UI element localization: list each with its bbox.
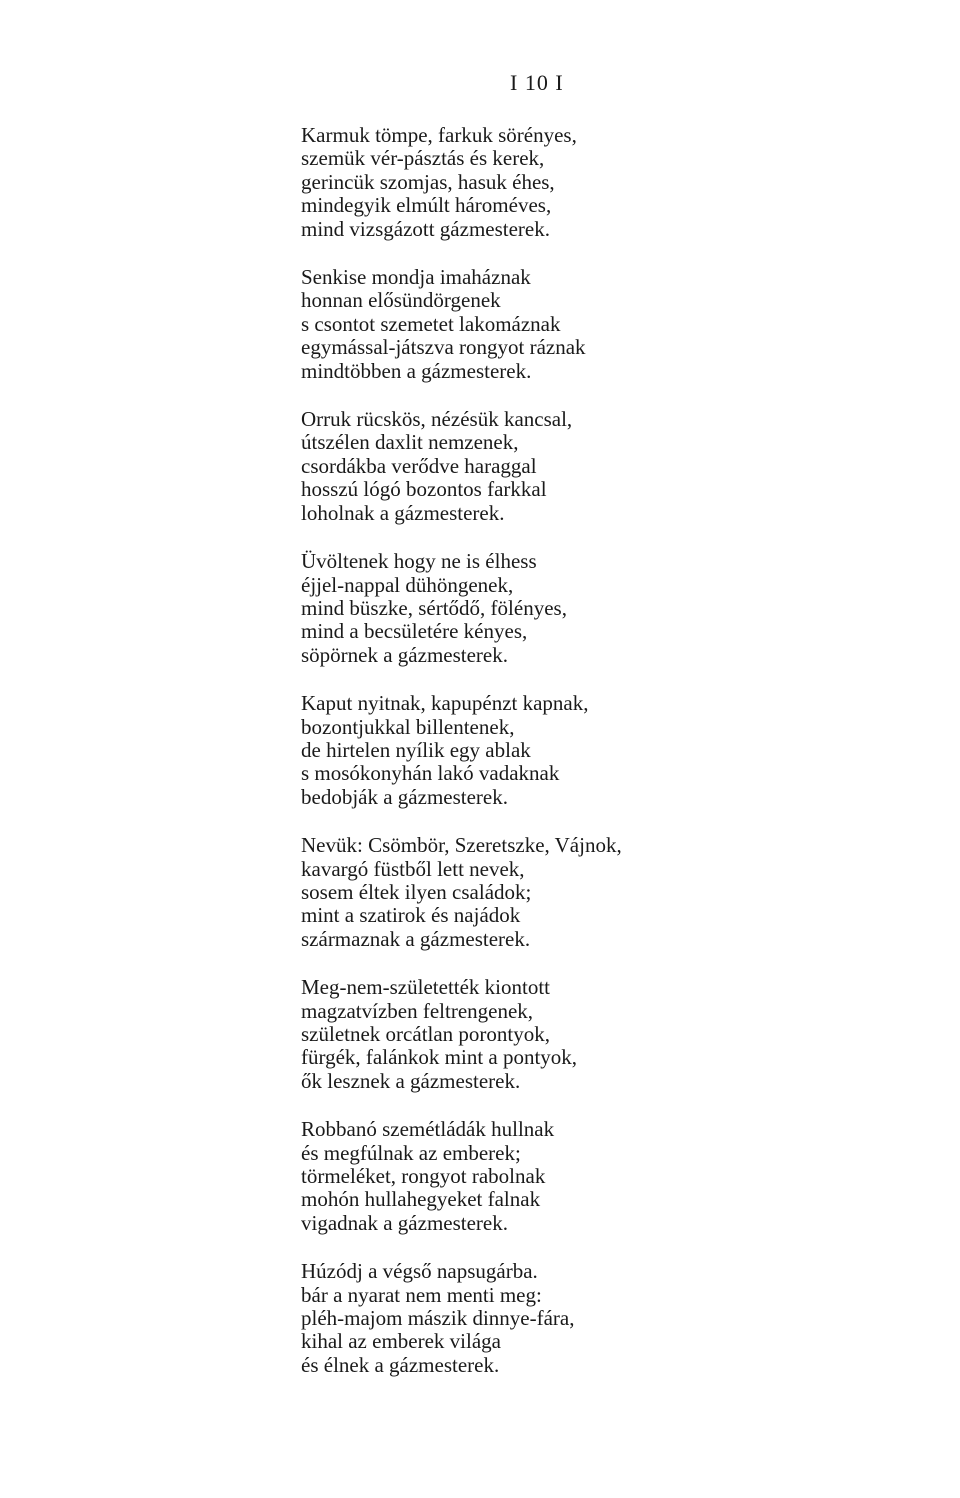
- verse-line: bár a nyarat nem menti meg:: [301, 1282, 542, 1307]
- stanza-9: [301, 1260, 921, 1377]
- verse-line: Kaput nyitnak, kapupénzt kapnak,: [301, 691, 589, 716]
- verse-line: s csontot szemetet lakomáznak: [301, 311, 561, 336]
- verse-line: Húzódj a végső napsugárba.: [301, 1259, 538, 1284]
- stanza-8: [301, 1118, 921, 1235]
- verse-line: honnan elősündörgenek: [301, 288, 501, 313]
- stanza-1: [301, 124, 921, 241]
- verse-line: kihal az emberek világa: [301, 1329, 501, 1354]
- verse-line: Karmuk tömpe, farkuk sörényes,: [301, 123, 577, 147]
- verse-line: pléh-majom mászik dinnye-fára,: [301, 1306, 575, 1331]
- verse-line: éjjel-nappal dühöngenek,: [301, 572, 514, 597]
- verse-line: mind a becsületére kényes,: [301, 619, 528, 644]
- verse-line: bedobják a gázmesterek.: [301, 784, 508, 809]
- verse-line: útszélen daxlit nemzenek,: [301, 430, 519, 455]
- verse-line: szemük vér-pásztás és kerek,: [301, 146, 545, 171]
- verse-line: fürgék, falánkok mint a pontyok,: [301, 1045, 578, 1070]
- stanza-2: [301, 266, 921, 383]
- stanza-7: [301, 976, 921, 1093]
- verse-line: bozontjukkal billentenek,: [301, 714, 515, 739]
- verse-line: Robbanó szemétládák hullnak: [301, 1117, 555, 1142]
- verse-line: gerincük szomjas, hasuk éhes,: [301, 169, 555, 194]
- verse-line: de hirtelen nyílik egy ablak: [301, 737, 531, 762]
- verse-line: születnek orcátlan porontyok,: [301, 1022, 551, 1046]
- verse-line: Üvöltenek hogy ne is élhess: [301, 549, 537, 574]
- verse-line: mind vizsgázott gázmesterek.: [301, 216, 550, 241]
- poem: [301, 124, 921, 1402]
- verse-line: Senkise mondja imaháznak: [301, 265, 531, 290]
- verse-line: magzatvízben feltrengenek,: [301, 998, 534, 1023]
- verse-line: egymással-játszva rongyot ráznak: [301, 335, 586, 360]
- stanza-5: [301, 692, 921, 809]
- verse-line: és élnek a gázmesterek.: [301, 1352, 500, 1377]
- verse-line: mint a szatirok és najádok: [301, 903, 521, 928]
- verse-line: Nevük: Csömbör, Szeretszke, Vájnok,: [301, 833, 622, 858]
- verse-line: sosem éltek ilyen családok;: [301, 879, 532, 904]
- verse-line: hosszú lógó bozontos farkkal: [301, 477, 547, 502]
- stanza-6: [301, 834, 921, 951]
- verse-line: Meg-nem-születették kiontott: [301, 975, 551, 1000]
- verse-line: csordákba verődve haraggal: [301, 453, 537, 478]
- verse-line: loholnak a gázmesterek.: [301, 500, 505, 525]
- verse-line: törmeléket, rongyot rabolnak: [301, 1164, 546, 1189]
- verse-line: söpörnek a gázmesterek.: [301, 642, 508, 667]
- page-number: I 10 I: [510, 70, 564, 95]
- verse-line: mohón hullahegyeket falnak: [301, 1187, 541, 1212]
- verse-line: származnak a gázmesterek.: [301, 926, 531, 951]
- stanza-3: [301, 408, 921, 525]
- verse-line: és megfúlnak az emberek;: [301, 1140, 521, 1165]
- stanza-4: [301, 550, 921, 667]
- verse-line: s mosókonyhán lakó vadaknak: [301, 761, 560, 786]
- verse-line: Orruk rücskös, nézésük kancsal,: [301, 407, 573, 432]
- verse-line: ők lesznek a gázmesterek.: [301, 1068, 521, 1093]
- verse-line: vigadnak a gázmesterek.: [301, 1210, 508, 1235]
- verse-line: mind büszke, sértődő, fölényes,: [301, 595, 567, 620]
- verse-line: kavargó füstből lett nevek,: [301, 856, 525, 881]
- verse-line: mindtöbben a gázmesterek.: [301, 358, 532, 383]
- verse-line: mindegyik elmúlt hároméves,: [301, 193, 552, 218]
